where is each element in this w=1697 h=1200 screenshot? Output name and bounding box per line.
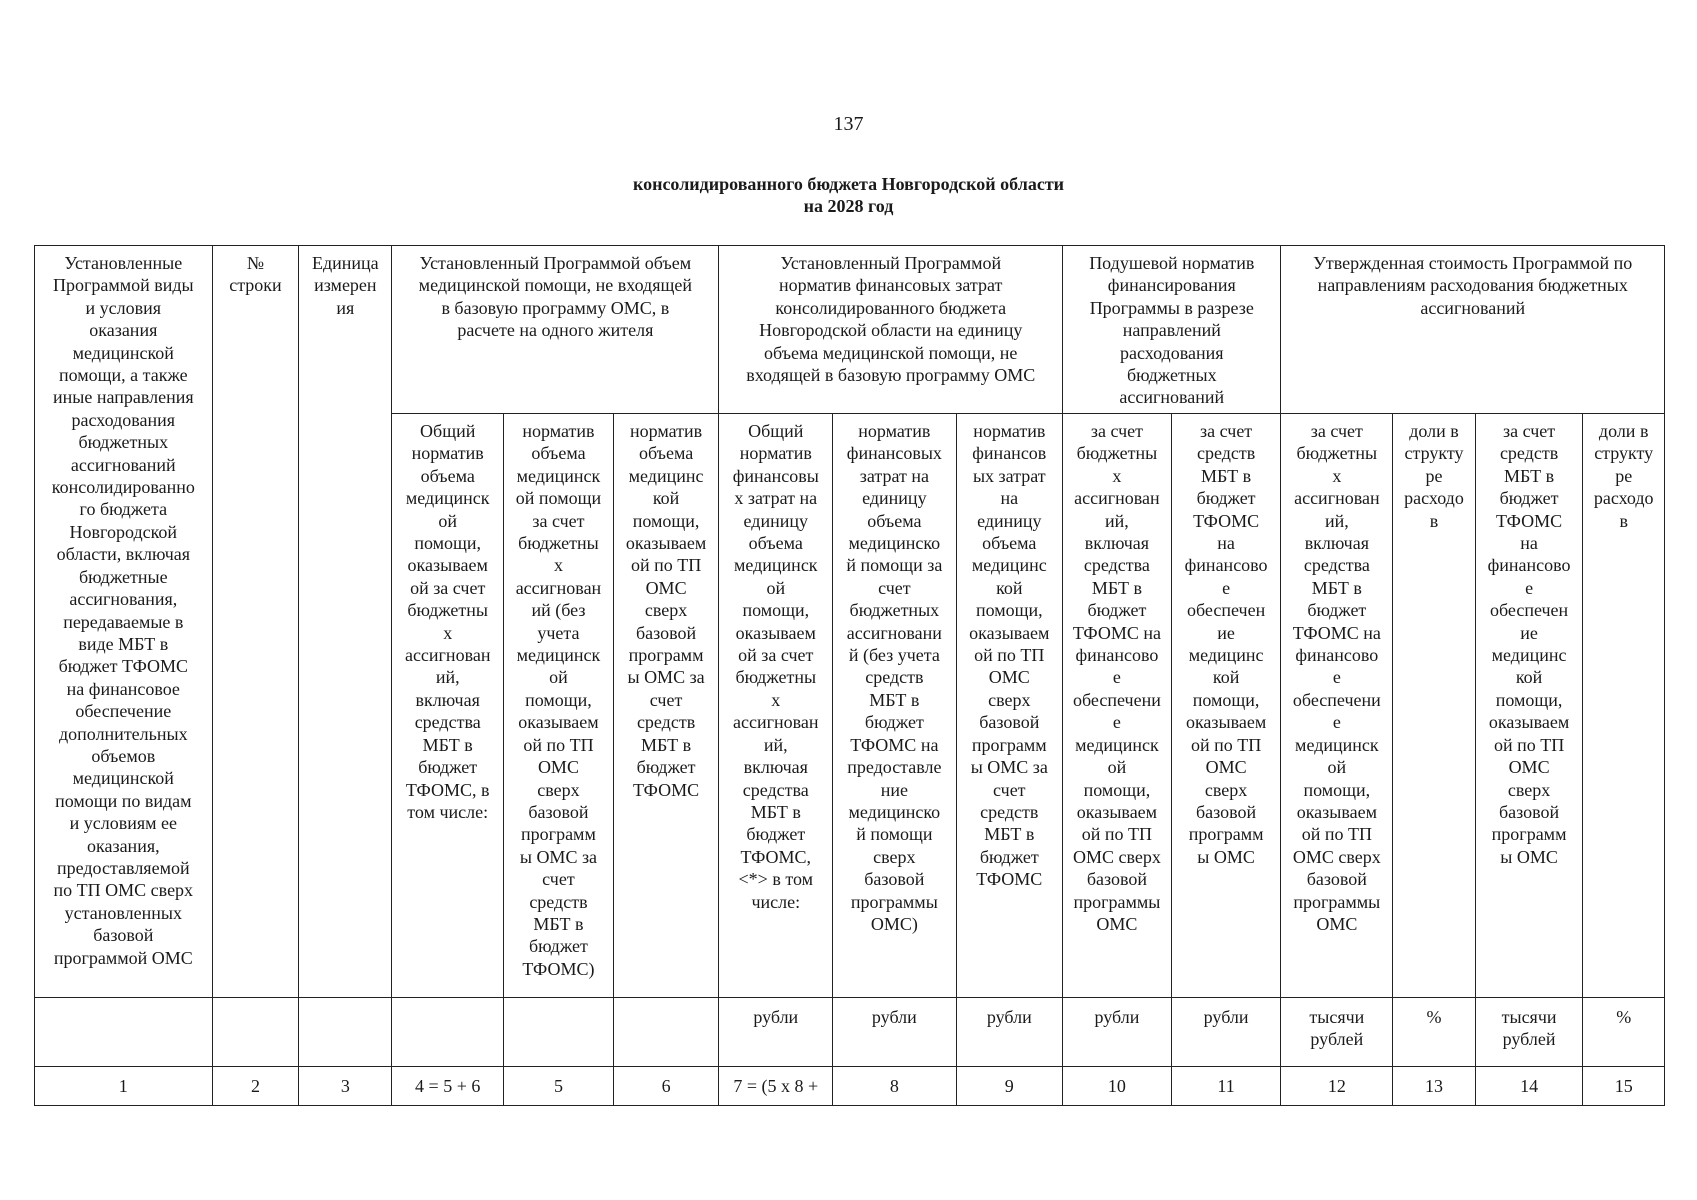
unit-cell: %	[1583, 998, 1665, 1067]
header-service-types: Установленные Программой виды и условия оказания медицинской помощи, а также иные направления расходования бюджетных ассигнований консолидированно го бюджета Новгородской области, включая бюджетные ассигнования, передаваемые в виде МБТ в бюджет ТФОМС на финансовое обеспечение дополнительных объемов медицинской помощи по видам и условиям ее оказания, предоставляемой по ТП ОМС сверх установленных базовой программой ОМС	[35, 246, 213, 998]
column-number: 15	[1583, 1067, 1665, 1106]
unit-cell: тысячи рублей	[1475, 998, 1583, 1067]
page-number: 137	[833, 113, 864, 135]
unit-cell: рубли	[833, 998, 956, 1067]
column-number: 14	[1475, 1067, 1583, 1106]
unit-cell	[613, 998, 719, 1067]
header-row-number: № строки	[212, 246, 299, 998]
column-number: 1	[35, 1067, 213, 1106]
header-cost-standard-group: Установленный Программой норматив финансовых затрат консолидированного бюджета Новгородской области на единицу объема медицинской помощи, не входящей в базовую программу ОМС	[719, 246, 1063, 414]
column-number: 9	[956, 1067, 1063, 1106]
unit-cell	[504, 998, 614, 1067]
unit-cell	[212, 998, 299, 1067]
unit-cell	[35, 998, 213, 1067]
unit-cell: рубли	[1063, 998, 1172, 1067]
subheader-col-13: доли в структу ре расходо в	[1393, 414, 1476, 998]
budget-table	[34, 245, 1665, 1106]
column-number: 11	[1171, 1067, 1281, 1106]
column-number: 2	[212, 1067, 299, 1106]
subheader-col-7: Общий норматив финансовы х затрат на единицу объема медицинск ой помощи, оказываем ой за счет бюджетны х ассигнован ий, включая средства МБТ в бюджет ТФОМС, <*> в том числе:	[719, 414, 833, 998]
unit-cell: тысячи рублей	[1281, 998, 1393, 1067]
header-per-capita-group: Подушевой норматив финансирования Программы в разрезе направлений расходования бюджетных ассигнований	[1063, 246, 1281, 414]
subheader-col-6: норматив объема медицинс кой помощи, оказываем ой по ТП ОМС сверх базовой программ ы ОМС за счет средств МБТ в бюджет ТФОМС	[613, 414, 719, 998]
subheader-col-15: доли в структу ре расходо в	[1583, 414, 1665, 998]
document-title	[0, 173, 1697, 217]
column-number: 3	[299, 1067, 392, 1106]
subheader-col-14: за счет средств МБТ в бюджет ТФОМС на финансово е обеспечен ие медицинс кой помощи, оказываем ой по ТП ОМС сверх базовой программ ы ОМС	[1475, 414, 1583, 998]
title-line-1: консолидированного бюджета Новгородской области	[632, 174, 1065, 194]
header-unit: Единица измерен ия	[299, 246, 392, 998]
subheader-col-12: за счет бюджетны х ассигнован ий, включая средства МБТ в бюджет ТФОМС на финансово е обеспечени е медицинск ой помощи, оказываем ой по ТП ОМС сверх базовой программы ОМС	[1281, 414, 1393, 998]
title-line-2: на 2028 год	[803, 196, 894, 216]
column-number: 12	[1281, 1067, 1393, 1106]
subheader-col-9: норматив финансов ых затрат на единицу объема медицинс кой помощи, оказываем ой по ТП ОМС сверх базовой программ ы ОМС за счет средств МБТ в бюджет ТФОМС	[956, 414, 1063, 998]
column-number: 4 = 5 + 6	[392, 1067, 504, 1106]
header-volume-group: Установленный Программой объем медицинской помощи, не входящей в базовую программу ОМС, в расчете на одного жителя	[392, 246, 719, 414]
unit-cell	[392, 998, 504, 1067]
column-number: 7 = (5 x 8 +	[719, 1067, 833, 1106]
column-number: 13	[1393, 1067, 1476, 1106]
unit-cell: рубли	[719, 998, 833, 1067]
unit-cell: рубли	[1171, 998, 1281, 1067]
unit-cell: рубли	[956, 998, 1063, 1067]
subheader-col-5: норматив объема медицинск ой помощи за счет бюджетны х ассигнован ий (без учета медицинск ой помощи, оказываем ой по ТП ОМС сверх базовой программ ы ОМС за счет средств МБТ в бюджет ТФОМС)	[504, 414, 614, 998]
column-number: 5	[504, 1067, 614, 1106]
subheader-col-4: Общий норматив объема медицинск ой помощи, оказываем ой за счет бюджетны х ассигнован ий, включая средства МБТ в бюджет ТФОМС, в том числе:	[392, 414, 504, 998]
column-number: 6	[613, 1067, 719, 1106]
header-approved-cost-group: Утвержденная стоимость Программой по направлениям расходования бюджетных ассигнований	[1281, 246, 1665, 414]
subheader-col-11: за счет средств МБТ в бюджет ТФОМС на финансово е обеспечен ие медицинс кой помощи, оказываем ой по ТП ОМС сверх базовой программ ы ОМС	[1171, 414, 1281, 998]
subheader-col-10: за счет бюджетны х ассигнован ий, включая средства МБТ в бюджет ТФОМС на финансово е обеспечени е медицинск ой помощи, оказываем ой по ТП ОМС сверх базовой программы ОМС	[1063, 414, 1172, 998]
column-number: 8	[833, 1067, 956, 1106]
unit-cell: %	[1393, 998, 1476, 1067]
column-number: 10	[1063, 1067, 1172, 1106]
unit-cell	[299, 998, 392, 1067]
subheader-col-8: норматив финансовых затрат на единицу объема медицинско й помощи за счет бюджетных ассигновани й (без учета средств МБТ в бюджет ТФОМС на предоставле ние медицинско й помощи сверх базовой программы ОМС)	[833, 414, 956, 998]
